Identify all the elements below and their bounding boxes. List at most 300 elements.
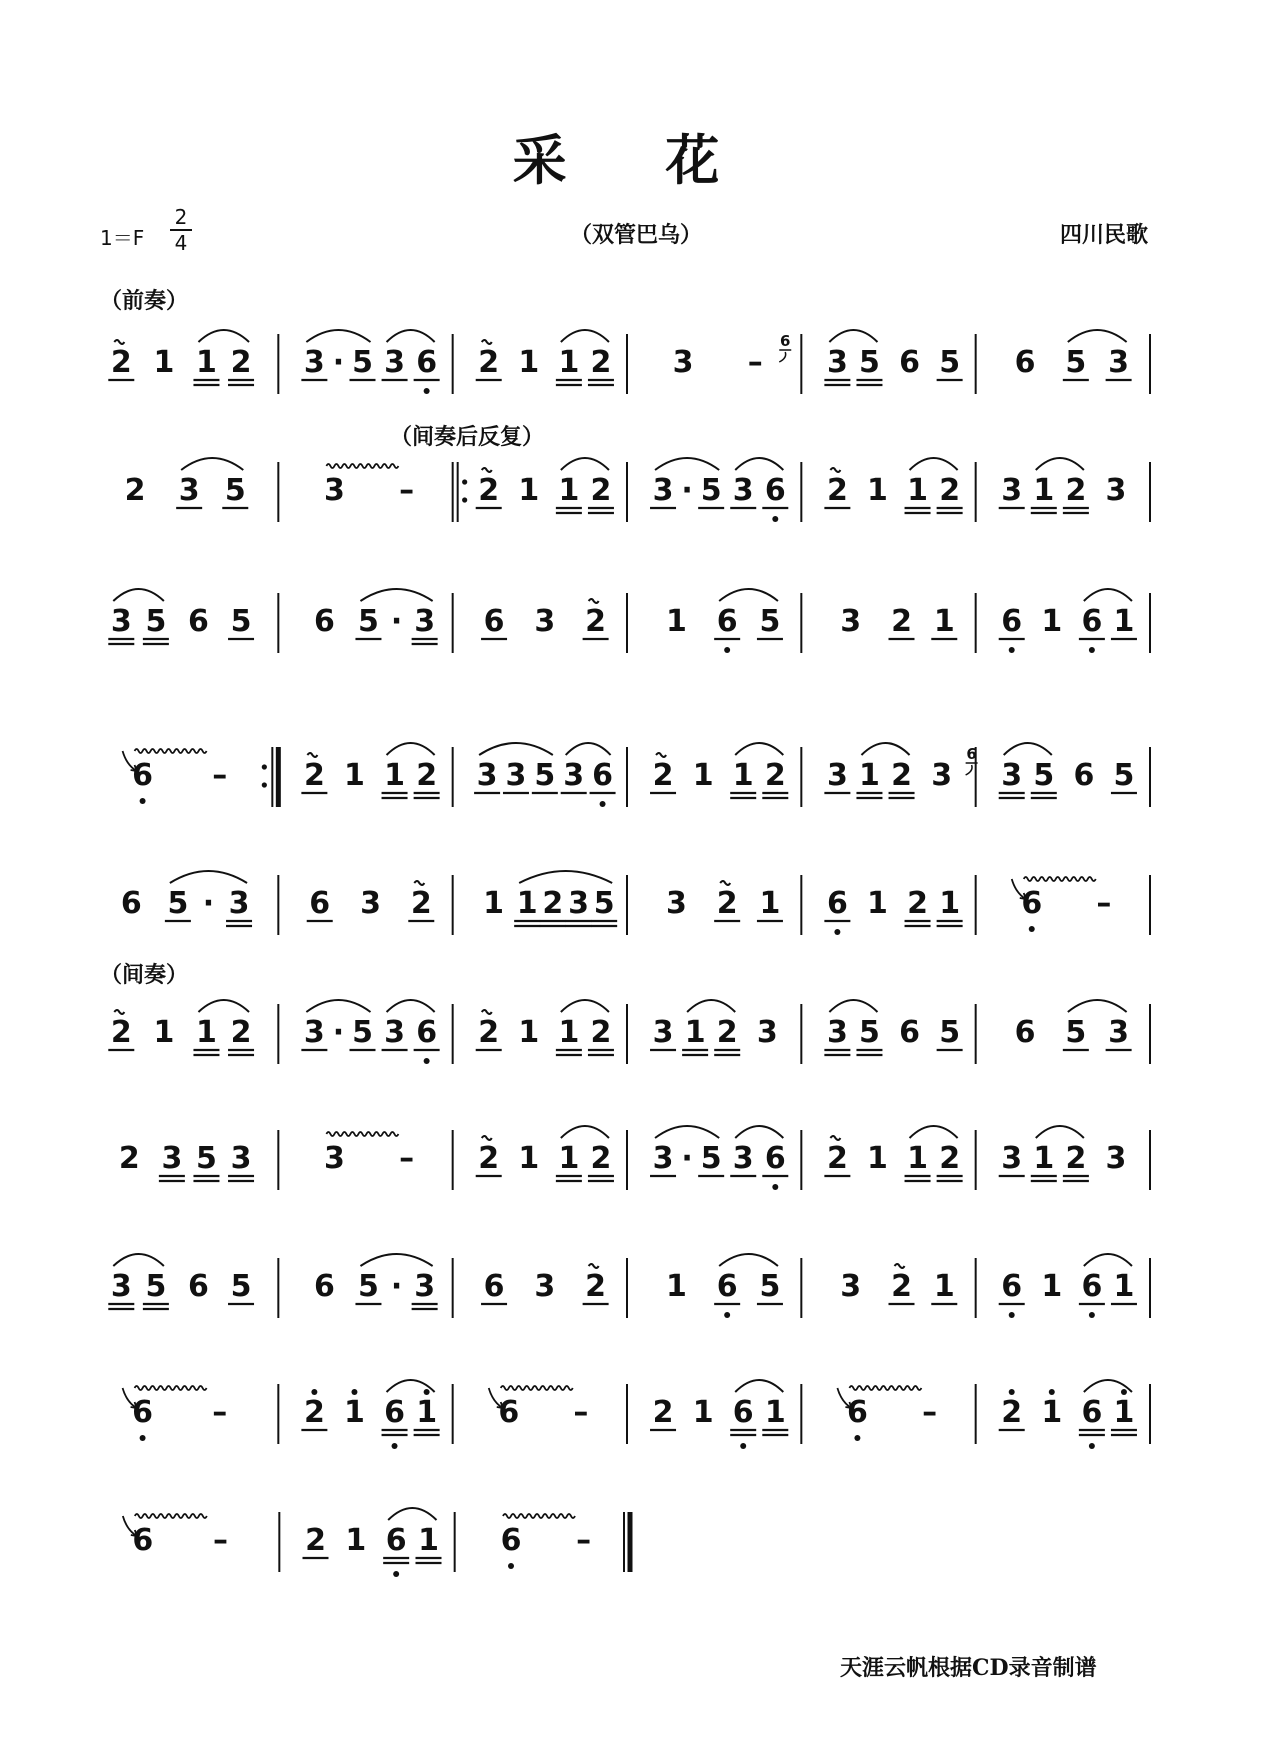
note: · — [390, 1269, 403, 1304]
note: 2 — [542, 886, 564, 921]
note: 2 — [1065, 473, 1087, 508]
note: 2 — [891, 758, 912, 793]
note: 6 — [120, 886, 142, 921]
note: 5 — [358, 1269, 379, 1304]
slur-arc — [910, 1126, 958, 1138]
trill-mark — [830, 1136, 840, 1140]
note: 2 — [118, 1141, 140, 1176]
note: 2 — [826, 473, 848, 508]
note: 1 — [558, 345, 580, 380]
note: 5 — [859, 345, 880, 380]
note: 1 — [665, 604, 687, 639]
note: 1 — [1033, 473, 1055, 508]
slur-arc — [1068, 1000, 1127, 1012]
note: 3 — [228, 886, 250, 921]
note: 3 — [360, 886, 381, 921]
note: 3 — [826, 1015, 848, 1050]
note: 6 — [846, 1395, 868, 1430]
note: 5 — [1033, 758, 1055, 793]
note: 3 — [1105, 1141, 1127, 1176]
slur-arc — [655, 458, 719, 470]
note: 1 — [759, 886, 781, 921]
grace-note: 6 — [966, 745, 977, 763]
slur-arc — [561, 1126, 609, 1138]
repeat-dot — [462, 479, 467, 484]
note: 6 — [498, 1395, 520, 1430]
note: 2 — [716, 886, 738, 921]
slur-arc — [113, 1254, 164, 1266]
low-octave-dot — [1009, 1312, 1015, 1318]
slur-arc — [910, 458, 958, 470]
note: 1 — [344, 758, 365, 793]
note: 5 — [700, 1141, 722, 1176]
note: 2 — [716, 1015, 738, 1050]
note: 2 — [1065, 1141, 1087, 1176]
note: 3 — [534, 1269, 556, 1304]
trill-mark — [414, 881, 424, 885]
note: · — [681, 1141, 693, 1176]
note: 1 — [867, 473, 888, 508]
note: 2 — [124, 473, 146, 508]
note: 5 — [759, 1269, 781, 1304]
song-title: 采 花 — [512, 128, 760, 192]
note: 1 — [1113, 604, 1135, 639]
note: 6 — [1081, 1269, 1103, 1304]
vibrato-mark — [503, 1514, 575, 1518]
note: – — [576, 1523, 592, 1558]
low-octave-dot — [1089, 647, 1095, 653]
note: 2 — [652, 758, 674, 793]
note: – — [747, 345, 763, 380]
note: 1 — [196, 1015, 217, 1050]
high-octave-dot — [311, 1389, 317, 1395]
note: 3 — [534, 604, 556, 639]
repeat-dot — [462, 497, 467, 502]
slur-arc — [829, 330, 877, 342]
note: 1 — [933, 1269, 955, 1304]
note: 1 — [558, 1015, 580, 1050]
note: 6 — [132, 1395, 154, 1430]
note: 1 — [692, 758, 714, 793]
slur-arc — [170, 871, 247, 883]
note: 6 — [384, 1395, 405, 1430]
note: 3 — [826, 345, 848, 380]
note: 6 — [313, 604, 335, 639]
slur-arc — [719, 589, 778, 601]
note: 6 — [592, 758, 614, 793]
note: 1 — [907, 1141, 928, 1176]
low-octave-dot — [724, 647, 730, 653]
slur-arc — [719, 1254, 778, 1266]
high-octave-dot — [351, 1389, 357, 1395]
note: 3 — [563, 758, 585, 793]
slur-arc — [561, 458, 609, 470]
note: 3 — [1001, 758, 1023, 793]
note: 2 — [416, 758, 438, 793]
note: 3 — [1108, 1015, 1130, 1050]
low-octave-dot — [1089, 1312, 1095, 1318]
grace-tie — [966, 765, 972, 775]
note: 1 — [558, 1141, 580, 1176]
note: 1 — [933, 604, 955, 639]
vibrato-mark — [135, 1386, 207, 1390]
note: · — [332, 345, 345, 380]
low-octave-dot — [724, 1312, 730, 1318]
slur-arc — [198, 1000, 249, 1012]
note: 5 — [1113, 758, 1135, 793]
note: 2 — [230, 1015, 252, 1050]
note: 2 — [410, 886, 432, 921]
note: – — [399, 473, 415, 508]
low-octave-dot — [772, 1184, 778, 1190]
note: 1 — [345, 1523, 367, 1558]
low-octave-dot — [140, 1435, 146, 1441]
note: 1 — [867, 1141, 888, 1176]
note: 5 — [167, 886, 189, 921]
low-octave-dot — [508, 1563, 514, 1569]
note: 1 — [196, 345, 217, 380]
note: 1 — [764, 1395, 786, 1430]
note: 1 — [418, 1523, 439, 1558]
repeat-dot — [262, 764, 267, 769]
key-signature: 1＝F — [100, 226, 145, 250]
note: – — [399, 1141, 415, 1176]
note: 3 — [756, 1015, 778, 1050]
note: 1 — [518, 345, 540, 380]
note: 5 — [352, 345, 373, 380]
note: 2 — [303, 1395, 325, 1430]
note: 6 — [132, 758, 154, 793]
note: 6 — [385, 1523, 407, 1558]
note: 2 — [652, 1395, 674, 1430]
slur-arc — [388, 1508, 436, 1520]
note: 2 — [764, 758, 786, 793]
note: 3 — [1105, 473, 1127, 508]
note: 6 — [1014, 345, 1036, 380]
note: 3 — [110, 604, 132, 639]
note: 6 — [416, 345, 438, 380]
note: 3 — [161, 1141, 183, 1176]
note: 1 — [384, 758, 405, 793]
note: 6 — [309, 886, 331, 921]
note: 6 — [899, 345, 920, 380]
note: 5 — [230, 604, 252, 639]
trill-mark — [482, 1136, 492, 1140]
note: 3 — [652, 1015, 674, 1050]
slur-arc — [1036, 458, 1084, 470]
low-octave-dot — [1029, 926, 1035, 932]
trill-mark — [589, 1264, 599, 1268]
note: 6 — [416, 1015, 438, 1050]
note: 2 — [110, 1015, 132, 1050]
note: 5 — [534, 758, 556, 793]
low-octave-dot — [772, 516, 778, 522]
note: 1 — [732, 758, 754, 793]
time-signature-top: 2 — [174, 205, 188, 229]
slur-arc — [561, 1000, 609, 1012]
note: 1 — [665, 1269, 687, 1304]
note: 6 — [1021, 886, 1043, 921]
slur-arc — [861, 743, 909, 755]
note: 6 — [764, 473, 786, 508]
low-octave-dot — [600, 801, 606, 807]
note: 3 — [230, 1141, 252, 1176]
vibrato-mark — [135, 749, 207, 753]
note: 3 — [732, 1141, 754, 1176]
note: 2 — [478, 1015, 500, 1050]
note: – — [212, 758, 228, 793]
transcription-credit: 天涯云帆根据CD录音制谱 — [840, 1655, 1097, 1681]
low-octave-dot — [393, 1571, 399, 1577]
note: 6 — [1081, 604, 1103, 639]
trill-mark — [589, 599, 599, 603]
note: 3 — [110, 1269, 132, 1304]
note: 5 — [939, 1015, 961, 1050]
trill-mark — [830, 468, 840, 472]
note: 5 — [939, 345, 961, 380]
note: 6 — [764, 1141, 786, 1176]
low-octave-dot — [392, 1443, 398, 1449]
note: · — [202, 886, 215, 921]
note: 1 — [518, 1015, 540, 1050]
note: 3 — [384, 1015, 406, 1050]
slur-arc — [306, 330, 370, 342]
note: 3 — [652, 1141, 674, 1176]
note: 3 — [652, 473, 674, 508]
note: 3 — [840, 604, 862, 639]
note: 2 — [891, 604, 912, 639]
note: 1 — [416, 1395, 438, 1430]
slur-arc — [1036, 1126, 1084, 1138]
slur-arc — [735, 1380, 783, 1392]
note: 1 — [518, 1141, 540, 1176]
trill-mark — [114, 1010, 124, 1014]
note: 3 — [384, 345, 406, 380]
low-octave-dot — [140, 798, 146, 804]
note: 6 — [1081, 1395, 1103, 1430]
note: 2 — [305, 1523, 326, 1558]
note: 1 — [1041, 1395, 1063, 1430]
trill-mark — [482, 468, 492, 472]
note: 3 — [323, 1141, 345, 1176]
trill-mark — [482, 340, 492, 344]
note: 1 — [1113, 1395, 1135, 1430]
slur-arc — [181, 458, 243, 470]
note: 6 — [1001, 604, 1023, 639]
slur-arc — [479, 743, 553, 755]
slur-arc — [387, 330, 435, 342]
note: 6 — [500, 1523, 522, 1558]
note: 2 — [891, 1269, 912, 1304]
note: 3 — [303, 1015, 325, 1050]
note: 1 — [859, 758, 880, 793]
note: 1 — [1041, 1269, 1063, 1304]
low-octave-dot — [740, 1443, 746, 1449]
note: 2 — [939, 1141, 961, 1176]
note: 3 — [414, 1269, 436, 1304]
note: 3 — [665, 886, 687, 921]
note: 5 — [358, 604, 379, 639]
note: 6 — [716, 1269, 738, 1304]
vibrato-mark — [849, 1386, 921, 1390]
slur-arc — [306, 1000, 370, 1012]
trill-mark — [720, 881, 730, 885]
note: 3 — [178, 473, 200, 508]
vibrato-mark — [1024, 877, 1096, 881]
slur-arc — [113, 589, 164, 601]
trill-mark — [482, 1010, 492, 1014]
note: 3 — [303, 345, 325, 380]
note: 3 — [323, 473, 345, 508]
note: 6 — [1073, 758, 1095, 793]
intro-label: （前奏） — [100, 288, 189, 314]
repeat-note-label: （间奏后反复） — [390, 424, 545, 450]
note: 1 — [1041, 604, 1063, 639]
slur-arc — [687, 1000, 735, 1012]
slur-arc — [1084, 589, 1132, 601]
note: 2 — [939, 473, 961, 508]
instrument-subtitle: （双管巴乌） — [569, 222, 702, 248]
note: 2 — [303, 758, 325, 793]
note: 2 — [230, 345, 252, 380]
note: 5 — [224, 473, 246, 508]
note: 3 — [732, 473, 754, 508]
grace-note: 6 — [780, 332, 791, 350]
note: 1 — [939, 886, 961, 921]
note: 6 — [483, 1269, 505, 1304]
note: 2 — [590, 1141, 612, 1176]
slur-arc — [1084, 1254, 1132, 1266]
note: 3 — [672, 345, 694, 380]
note: 5 — [145, 604, 167, 639]
note: 1 — [867, 886, 888, 921]
note: – — [213, 1523, 228, 1558]
note: 3 — [568, 886, 589, 921]
vibrato-mark — [326, 1132, 398, 1136]
low-octave-dot — [424, 1058, 430, 1064]
note: 1 — [344, 1395, 365, 1430]
slur-arc — [829, 1000, 877, 1012]
vibrato-mark — [501, 1386, 573, 1390]
note: 6 — [132, 1523, 154, 1558]
note: 2 — [590, 1015, 612, 1050]
high-octave-dot — [424, 1389, 430, 1395]
slur-arc — [360, 1254, 432, 1266]
note: 5 — [859, 1015, 880, 1050]
slur-arc — [655, 1126, 719, 1138]
high-octave-dot — [1049, 1389, 1055, 1395]
high-octave-dot — [1121, 1389, 1127, 1395]
note: 3 — [414, 604, 436, 639]
note: 1 — [153, 1015, 175, 1050]
note: 2 — [826, 1141, 848, 1176]
note: – — [1096, 886, 1112, 921]
note: 3 — [1108, 345, 1130, 380]
note: 2 — [478, 345, 500, 380]
note: 1 — [516, 886, 538, 921]
note: 1 — [558, 473, 580, 508]
note: · — [681, 473, 693, 508]
note: 2 — [110, 345, 132, 380]
slur-arc — [735, 458, 783, 470]
low-octave-dot — [854, 1435, 860, 1441]
note: 6 — [188, 1269, 209, 1304]
low-octave-dot — [834, 929, 840, 935]
time-signature-bottom: 4 — [174, 231, 188, 255]
trill-mark — [656, 753, 666, 757]
note: 5 — [196, 1141, 217, 1176]
note: – — [573, 1395, 589, 1430]
note: 5 — [352, 1015, 373, 1050]
note: 5 — [145, 1269, 167, 1304]
note: 3 — [1001, 473, 1023, 508]
vibrato-mark — [135, 1514, 207, 1518]
slur-arc — [360, 589, 432, 601]
low-octave-dot — [1009, 647, 1015, 653]
note: 3 — [931, 758, 953, 793]
grace-tie — [779, 352, 785, 362]
note: 3 — [1001, 1141, 1023, 1176]
note: 3 — [505, 758, 527, 793]
vibrato-mark — [326, 464, 398, 468]
note: 5 — [700, 473, 722, 508]
slur-arc — [387, 1000, 435, 1012]
note: 2 — [590, 473, 612, 508]
low-octave-dot — [424, 388, 430, 394]
slur-arc — [387, 743, 435, 755]
note: 1 — [483, 886, 504, 921]
note: 1 — [1033, 1141, 1055, 1176]
slur-arc — [1068, 330, 1127, 342]
slur-arc — [519, 871, 612, 883]
trill-mark — [307, 753, 317, 757]
note: 6 — [1001, 1269, 1023, 1304]
note: 6 — [732, 1395, 754, 1430]
note: 6 — [313, 1269, 335, 1304]
note: 1 — [692, 1395, 714, 1430]
slur-arc — [735, 743, 783, 755]
note: 5 — [1065, 345, 1087, 380]
note: 1 — [1113, 1269, 1135, 1304]
note: 6 — [899, 1015, 920, 1050]
note: 2 — [478, 473, 500, 508]
slur-arc — [1004, 743, 1052, 755]
note: 6 — [188, 604, 209, 639]
note: 3 — [840, 1269, 862, 1304]
note: 5 — [593, 886, 615, 921]
note: – — [922, 1395, 938, 1430]
note: 2 — [1001, 1395, 1023, 1430]
note: 6 — [826, 886, 848, 921]
note: 6 — [483, 604, 505, 639]
slur-arc — [198, 330, 249, 342]
high-octave-dot — [1009, 1389, 1015, 1395]
note: 5 — [230, 1269, 252, 1304]
note: · — [332, 1015, 345, 1050]
note: 3 — [476, 758, 498, 793]
low-octave-dot — [1089, 1443, 1095, 1449]
note: · — [390, 604, 403, 639]
slur-arc — [566, 743, 611, 755]
note: 6 — [1014, 1015, 1036, 1050]
note: 2 — [590, 345, 612, 380]
note: 3 — [826, 758, 848, 793]
note: 1 — [907, 473, 928, 508]
slur-arc — [561, 330, 609, 342]
interlude-label: （间奏） — [100, 962, 189, 988]
note: 2 — [585, 1269, 607, 1304]
song-source: 四川民歌 — [1060, 222, 1149, 248]
